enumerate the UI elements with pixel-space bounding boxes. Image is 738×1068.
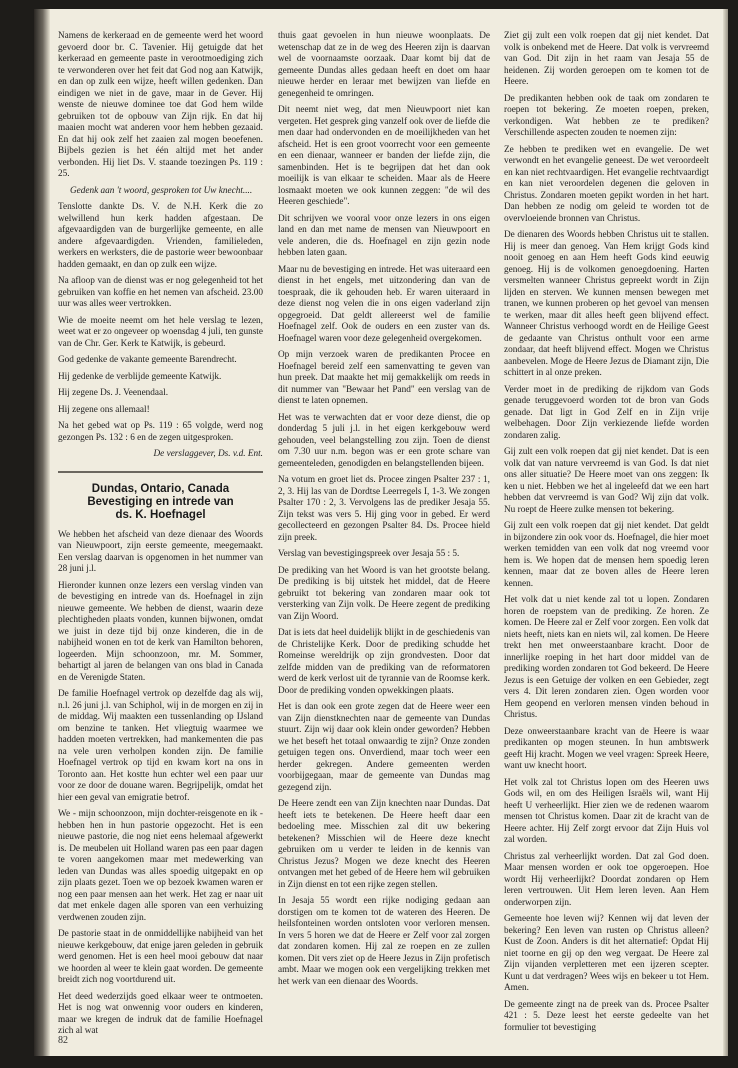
- paragraph: thuis gaat gevoelen in hun nieuwe woonplaats. De wetenschap dat ze in de weg des Heeren zijn is daarvan wel de voornaamste oorzaak. Daar komt bij dat de gemeente Dundas alles gedaan heeft en doet om haar nieuwe herder en leraar met bewijzen van liefde en genegenheid te omringen.: [278, 31, 490, 99]
- paragraph: Wie de moeite neemt om het hele verslag te lezen, weet wat er zo ongeveer op woensdag 4 juli, ten gunste van de Chr. Ger. Kerk te Katwijk, is gebeurd.: [58, 315, 263, 349]
- paragraph: Hij zegene Ds. J. Veenendaal.: [58, 388, 169, 398]
- paragraph: Gij zult een volk roepen dat gij niet kendet. Dat is een volk dat van nature vervreemd is van God. Is dat niet ons aller situatie? De Heere moet van ons zeggen: Ik ken u niet. Hebben we het al ingeleefd dat we een hart hebben dat vervreemd is van God? Wij zijn dat volk. Nu roept de Heere zulke mensen tot bekering.: [504, 447, 709, 515]
- heading-line: ds. K. Hoefnagel: [115, 508, 206, 521]
- paragraph: Het volk dat u niet kende zal tot u lopen. Zondaren horen de roepstem van de prediking. Ze horen. Ze komen. De Heere zal er Zelf voor zorgen. Een volk dat niets heeft, niets kan en niets wil, zal komen. De Heere trekt hen met onweerstaanbare kracht. Door de innerlijke roeping in het hart door middel van de prediking worden zondaren tot God bekeerd. De Heere Jezus is een Getuige der volken en een Gebieder, zegt vers 4. Dit leren zondaren zien. Ogen worden voor Hem geopend en verloren mensen vinden behoud in Christus.: [504, 595, 709, 720]
- paragraph: Na afloop van de dienst was er nog gelegenheid tot het gebruiken van koffie en het nemen van afscheid. 23.00 uur was alles weer vertrokken.: [58, 276, 263, 309]
- paragraph: Hij gedenke de verblijde gemeente Katwijk.: [58, 371, 222, 382]
- paragraph: Verslag van bevestigingspreek over Jesaja 55 : 5.: [278, 549, 460, 559]
- magazine-page: [34, 9, 728, 1056]
- paragraph: Deze onweerstaanbare kracht van de Heere is waar predikanten op mogen steunen. In hun ambtswerk geeft Hij kracht. Mogen we veel vragen: Spreek Heere, want uw knecht hoort.: [504, 726, 709, 771]
- paragraph: Na het gebed wat op Ps. 119 : 65 volgde, werd nog gezongen Ps. 132 : 6 en de zegen uitgesproken.: [58, 421, 263, 443]
- paragraph: De predikanten hebben ook de taak om zondaren te roepen tot bekering. Ze moeten roepen, preken, verkondigen. Wat hebben ze te prediken? Verschillende aspecten zouden te noemen zijn:: [504, 93, 709, 138]
- paragraph: Hieronder kunnen onze lezers een verslag vinden van de bevestiging en intrede van ds. Hoefnagel in zijn nieuwe gemeente. We hebben de dienst, waarin deze plechtigheden plaats vonden, kunnen bijwonen, omdat we juist in deze tijd bij onze kinderen, die in de nabijheid wonen en tot de kerk van Hamilton behoren, logeerden. Mijn schoonzoon, mr. M. Sommer, behartigt al jaren de belangen van ons blad in Canada en de Verenigde Staten.: [58, 580, 263, 683]
- page-number: 82: [58, 1035, 68, 1046]
- paragraph: Ze hebben te prediken wet en evangelie. De wet verwondt en het evangelie geneest. De wet veroordeelt en kan niet rechtvaardigen. Het evangelie rechtvaardigt en kan niet veroordelen degenen die geloven in Christus. Zondaren moeten gepikt worden in het hart. Dan hebben ze nodig om geleid te worden tot de overvloeiende bronnen van Christus.: [504, 144, 709, 224]
- paragraph: Maar nu de bevestiging en intrede. Het was uiteraard een dienst in het engels, met uitzondering dan van de toespraak, die ik gehouden heb. Er waren uiteraard in deze dienst nog velen die in ons eigen vaderland zijn opgegroeid. Dat geldt allereerst wel de familie Hoefnagel zelf. Ook de ouders en een zuster van ds. Hoefnagel waren voor deze gelegenheid overgekomen.: [278, 264, 490, 344]
- paragraph: Tenslotte dankte Ds. V. de N.H. Kerk die zo welwillend hun kerk hadden afgestaan. De afgevaardigden van de burgerlijke gemeente, en alle andere afgevaardigden. Vrienden, familieleden, werkers en werksters, die de pastorie weer bewoonbaar hadden gemaakt, en dan op zulk een wijze.: [58, 202, 263, 270]
- paragraph: Ziet gij zult een volk roepen dat gij niet kendet. Dat volk is onbekend met de Heere. Dat volk is vervreemd van God. Dit zijn in het raam van Jesaja 55 de heidenen. Zij worden geroepen om te komen tot de Heere.: [504, 31, 709, 87]
- section-divider: [58, 471, 263, 473]
- paragraph: Na votum en groet liet ds. Procee zingen Psalter 237 : 1, 2, 3. Hij las van de Dordtse Leerregels I, 1-3. We zongen Psalter 170 : 2, 3. Vervolgens las de prediker Jesaja 55. Zijn tekst was vers 5. Hij ging voor in gebed. Er werd gecollecteerd en gezongen Psalter 84. Ds. Procee hield zijn preek.: [278, 475, 490, 543]
- heading-line: Bevestiging en intrede van: [87, 495, 234, 508]
- text-column-left: [58, 31, 263, 1036]
- heading-line: Dundas, Ontario, Canada: [91, 482, 230, 495]
- paragraph: Christus zal verheerlijkt worden. Dat zal God doen. Maar mensen worden er ook toe opgeroepen. Hoe wordt Hij verheerlijkt? Doordat zondaren op Hem leren vertrouwen. Uit Hem leren leven. Aan Hem onderworpen zijn.: [504, 851, 709, 908]
- paragraph: De dienaren des Woords hebben Christus uit te stallen. Hij is meer dan genoeg. Van Hem krijgt Gods kind nooit genoeg en aan Hem heeft Gods kind eeuwig genoeg. Hij is de volkomen genoegdoening. Harten versmelten wanneer Christus gepreekt wordt in Zijn lijden en sterven. We kunnen mensen bewegen met tranen, we kunnen proberen op het gevoel van mensen te werken, maar dit alles heeft geen blijvend effect. Wanneer Christus verhoogd wordt en de Heilige Geest de gedaante van Christus onthult voor een arme zondaar, dat heeft blijvend effect. Mogen we Christus aanbevelen. Moge de Heere Jezus de Diamant zijn, Die schittert in al onze preken.: [504, 230, 709, 378]
- article-heading: [58, 483, 263, 522]
- paragraph: In Jesaja 55 wordt een rijke nodiging gedaan aan dorstigen om te komen tot de wateren des Heeren. De heilsfonteinen worden ontsloten voor verloren mensen. In vers 5 horen we dat de Heere er Zelf voor zal zorgen dat zondaren komen. Hij zal ze roepen en ze zullen komen. Dit vers ziet op de Heere Jezus in Zijn profetisch ambt. Maar we mogen ook een vergelijking trekken met het werk van een dienaar des Woords.: [278, 896, 490, 987]
- paragraph: Namens de kerkeraad en de gemeente werd het woord gevoerd door br. C. Tavenier. Hij getuigde dat het kerkeraad en gemeente paste in verootmoediging zich te verwonderen over het feit dat God nog aan Katwijk, en dan op zulk een wijze, heeft willen gedenken. Dan eindigen we niet in de gave, maar in de Gever. Hij wenste de nieuwe dominee toe dat God hem wilde gebruiken tot de opbouw van Zijn rijk. En dat hij maaien mocht wat anderen voor hem hebben gezaaid. En dat hij ook zelf het zaaien zal mogen beoefenen. Bijbels gezien is het één altijd met het ander verbonden. Hij liet Ds. V. staande toezingen Ps. 119 : 25.: [58, 31, 263, 179]
- text-column-middle: [278, 31, 490, 1036]
- paragraph: Het was te verwachten dat er voor deze dienst, die op donderdag 5 juli j.l. in het eigen kerkgebouw werd gehouden, veel belangstelling zou zijn. Toen de dienst om 7.30 uur n.m. begon was er een grote schare van gemeenteleden, genodigden en belangstellenden bijeen.: [278, 412, 490, 469]
- paragraph: Het volk zal tot Christus lopen om des Heeren uws Gods wil, en om des Heiligen Israëls wil, want Hij heeft U verheerlijkt. Hier zien we de redenen waarom mensen tot Christus komen. Daar zit de kracht van de Heere achter. Hij Zelf zorgt ervoor dat Zijn Huis vol zal worden.: [504, 777, 709, 845]
- paragraph: Gij zult een volk roepen dat gij niet kendet. Dat geldt in bijzondere zin ook voor ds. Hoefnagel, die hier moet werken temidden van een volk dat nog vreemd voor hem is. We hopen dat de mensen hem spoedig leren kennen, maar dat ze boven alles de Heere leren kennen.: [504, 521, 709, 589]
- paragraph: Het deed wederzijds goed elkaar weer te ontmoeten. Het is nog wat onwennig voor ouders en kinderen, maar we kregen de indruk dat de familie Hoefnagel zich al wat: [58, 991, 263, 1036]
- paragraph: God gedenke de vakante gemeente Barendrecht.: [58, 355, 237, 365]
- paragraph: De prediking van het Woord is van het grootste belang. De prediking is bij uitstek het middel, dat de Heere gebruikt tot bekering van zondaren maar ook tot versterking van Zijn volk. De Heere zegent de prediking van Zijn Woord.: [278, 565, 490, 622]
- quote-line: Gedenk aan 't woord, gesproken tot Uw knecht....: [70, 185, 253, 196]
- paragraph: Het is dan ook een grote zegen dat de Heere weer een van Zijn dienstknechten naar de gemeente van Dundas stuurt. Zijn wij daar ook klein onder geworden? Hebben we het beseft het totaal onwaardig te zijn? Onze zonden getuigen tegen ons. Onverdiend, maar toch weer een herder gekregen. Andere gemeenten werden voorbijgegaan, maar de gemeente van Dundas mag gezegend zijn.: [278, 702, 490, 793]
- paragraph: We hebben het afscheid van deze dienaar des Woords van Nieuwpoort, zijn eerste gemeente, meegemaakt. Een verslag daarvan is opgenomen in het nummer van 28 juni j.l.: [58, 529, 263, 574]
- paragraph: Dit schrijven we vooral voor onze lezers in ons eigen land en dan met name de mensen van Nieuwpoort en vele anderen, die ds. Hoefnagel en zijn gezin node hebben laten gaan.: [278, 213, 490, 258]
- text-column-right: [504, 31, 709, 1036]
- paragraph: Verder moet in de prediking de rijkdom van Gods genade teruggevoerd worden tot de bron van Gods genade. Dat ligt in God Zelf en in Zijn vrije welbehagen. Door Zijn verkiezende liefde worden zondaren zalig.: [504, 384, 709, 441]
- paragraph: Gemeente hoe leven wij? Kennen wij dat leven der bekering? Een leven van rusten op Christus alleen? Kust de Zoon. Anders is dit het alternatief: Opdat Hij niet toorne en gij op den weg vergaat. De Heere zal Zijn vijanden verpletteren met een ijzeren scepter. Kunt u dat verdragen? Wees wijs en bekeer u tot Hem. Amen.: [504, 914, 709, 993]
- signature: De verslaggever, Ds. v.d. Ent.: [153, 449, 263, 459]
- paragraph: Op mijn verzoek waren de predikanten Procee en Hoefnagel bereid zelf een samenvatting te geven van hun preek. Dat maakte het mij gemakkelijk om reeds in dit nummer van "Bewaar het Pand" een verslag van de dienst te laten opnemen.: [278, 350, 490, 406]
- paragraph: De Heere zendt een van Zijn knechten naar Dundas. Dat heeft iets te betekenen. De Heere heeft daar een bedoeling mee. Misschien zal dit uw bekering betekenen? Misschien wil de Heere deze knecht gebruiken om u verder te leiden in de kennis van Christus Jezus? Mogen we deze knecht des Heeren ontvangen met het gebed of de Heere hem wil gebruiken in Zijn dienst en tot een rijke zegen stellen.: [278, 799, 490, 890]
- binding-spine: [34, 9, 50, 1056]
- paragraph: De pastorie staat in de onmiddellijke nabijheid van het nieuwe kerkgebouw, dat enige jaren geleden in gebruik werd genomen. Het is een heel mooi gebouw dat naar we hoorden al weer te klein gaat worden. De gemeente breidt zich nog voortdurend uit.: [58, 929, 263, 985]
- page-edge: [723, 9, 728, 1056]
- paragraph: De familie Hoefnagel vertrok op dezelfde dag als wij, n.l. 26 juni j.l. van Schiphol, wij in de morgen en zij in de middag. Wij maakten een tussenlanding op IJsland om benzine te tanken. Het vliegtuig waarmee we hadden moeten vertrekken, had mankementen die pas na vele uren verholpen konden zijn. De familie Hoefnagel vertrok op tijd en kwam kort na ons in Toronto aan. Het kostte hun echter wel een paar uur voor ze door de douane waren. Begrijpelijk, omdat het hier een geval van emigratie betrof.: [58, 689, 263, 803]
- paragraph: Dat is iets dat heel duidelijk blijkt in de geschiedenis van de Christelijke Kerk. Door de prediking schudde het Romeinse wereldrijk op zijn grondvesten. Door dat zelfde midden van de prediking van de reformatoren werd de kerk verlost uit de tyrannie van de Roomse kerk. Door de prediking vonden opwekkingen plaats.: [278, 628, 490, 696]
- paragraph: We - mijn schoonzoon, mijn dochter-reisgenote en ik - hebben hen in hun pastorie opgezocht. Het is een nieuwe pastorie, die nog niet eens helemaal afgewerkt is. De meubelen uit Holland waren pas een paar dagen te voren aangekomen maar met medewerking van leden van Dundas was alles spoedig uitgepakt en op zijn plaats gezet. Toen we op bezoek kwamen waren er nog een paar mensen aan het werk. Het zag er naar uit dat met enkele dagen alle sporen van een verhuizing verdwenen zouden zijn.: [58, 809, 263, 923]
- paragraph: Hij zegene ons allemaal!: [58, 404, 150, 415]
- paragraph: Dit neemt niet weg, dat men Nieuwpoort niet kan vergeten. Het gesprek ging vanzelf ook over de liefde die men daar had ondervonden en de moeilijkheden van het afscheid. Het is een groot voorrecht voor een gemeente en een dienaar, wanneer er banden der liefde zijn, die samenbinden. Het is te begrijpen dat het dan ook moeilijk is van elkaar te scheiden. Maar als de Heere losmaakt moeten we ook kunnen zeggen: "de wil des Heeren geschiede".: [278, 105, 490, 207]
- paragraph: De gemeente zingt na de preek van ds. Procee Psalter 421 : 5. Deze leest het eerste gedeelte van het formulier tot bevestiging: [504, 999, 709, 1033]
